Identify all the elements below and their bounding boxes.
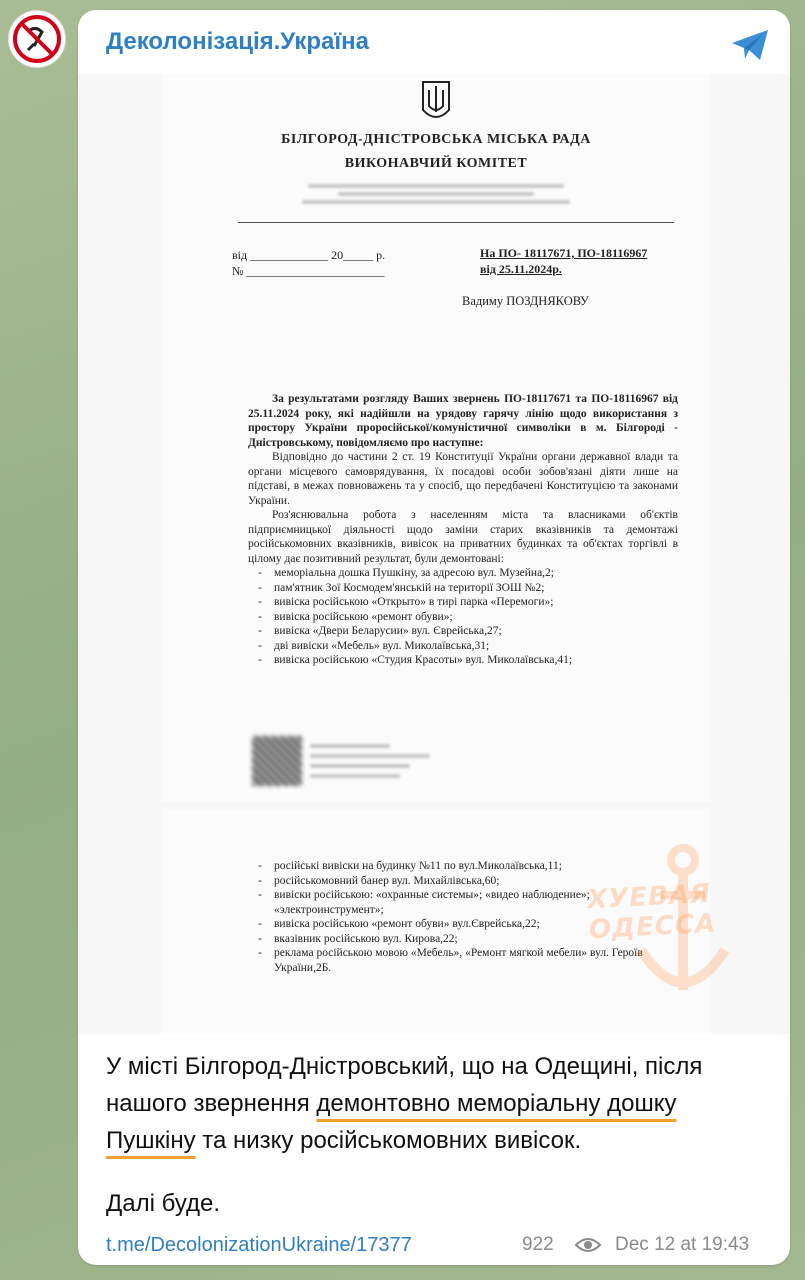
trident-icon: [420, 80, 452, 124]
list-item: - вивіска російською «Открыто» в тирі парка «Перемоги»;: [248, 595, 678, 610]
message-bubble: [78, 10, 790, 1265]
no-communism-icon: [12, 14, 62, 64]
highlighted-text: Пушкіну: [106, 1127, 196, 1154]
list-item: - дві вивіски «Мебель» вул. Миколаївська,31;: [248, 639, 678, 654]
blurred-qr-code: [252, 736, 302, 786]
list-item: - пам'ятник Зої Космодем'янській на території ЗОШ №2;: [248, 581, 678, 596]
list-item: - вивіска «Двери Беларусии» вул. Єврейська,27;: [248, 624, 678, 639]
post-link[interactable]: t.me/DecolonizationUkraine/17377: [106, 1234, 412, 1256]
channel-avatar[interactable]: [8, 10, 66, 68]
blurred-signature: [310, 764, 410, 768]
org-name: БІЛГОРОД-ДНІСТРОВСЬКА МІСЬКА РАДА: [281, 132, 591, 147]
removed-items-list: [248, 566, 678, 668]
reference-line: На ПО- 18117671, ПО-18116967: [480, 246, 648, 260]
document-page: [162, 74, 710, 802]
blurred-signature: [310, 774, 400, 778]
blurred-signature: [310, 744, 390, 748]
message-continuation: Далі буде.: [106, 1190, 221, 1217]
org-subname: ВИКОНАВЧИЙ КОМІТЕТ: [344, 156, 528, 171]
text: та низку російськомовних вивісок.: [195, 1127, 582, 1154]
date-field: від _____________ 20_____ р.: [232, 248, 386, 262]
blurred-address: [308, 184, 564, 188]
document-body: [248, 392, 678, 668]
list-item: - російськомовний банер вул. Михайлівська,60;: [248, 874, 678, 889]
message-text: [106, 1048, 766, 1159]
share-icon[interactable]: [730, 28, 770, 62]
list-item: - вивіска російською «ремонт обуви» вул.Єврейська,22;: [248, 917, 678, 932]
reference-date: від 25.11.2024р.: [480, 262, 562, 276]
list-item: - вивіска російською «Студия Красоты» вул. Миколаївська,41;: [248, 653, 678, 668]
paragraph: За результатами розгляду Ваших звернень ПО-18117671 та ПО-18116967 від 25.11.2024 року, які надійшли на урядову гарячу лінію щодо використання з простору України проросійської/комуністичної символіки в м. Білгороді - Дністровському, повідомляємо про наступне:: [248, 393, 678, 449]
blurred-signature: [310, 754, 430, 758]
highlighted-text: демонтовно меморіальну дошку: [316, 1090, 677, 1117]
list-item: - реклама російською мовою «Мебель», «Ремонт мягкой мебели» вул. Героїв України,2Б.: [248, 946, 678, 975]
timestamp: Dec 12 at 19:43: [615, 1234, 750, 1255]
blurred-address: [338, 192, 534, 196]
paragraph: Роз'яснювальна робота з населенням міста та власниками об'єктів підприємницької діяльності щодо заміни старих вказівників та демонтажі російськомовних вказівників, вивісок на приватних будинках та об'єктах торгівлі в цілому дає позитивний результат, були демонтовані:: [248, 509, 678, 565]
text: У місті Білгород-Дністровський, що на Одещині, після нашого звернення: [106, 1053, 703, 1117]
addressee: Вадиму ПОЗДНЯКОВУ: [462, 294, 589, 308]
view-count: 922: [522, 1234, 554, 1255]
channel-name[interactable]: Деколонізація.Україна: [106, 28, 369, 55]
list-item: - вивіски російською: «охранные системы»; «видео наблюдение»; «электроинструмент»;: [248, 888, 678, 917]
list-item: - вказівник російською вул. Кирова,22;: [248, 932, 678, 947]
eye-icon: [575, 1234, 601, 1256]
list-item: - меморіальна дошка Пушкіну, за адресою вул. Музейна,2;: [248, 566, 678, 581]
watermark-text: ХУЕВАЯ ОДЕССА: [586, 878, 717, 946]
blurred-address: [302, 200, 570, 204]
paragraph: Відповідно до частини 2 ст. 19 Конституції України органи державної влади та органи місцевого самоврядування, їх посадові особи зобов'язані діяти лише на підставі, в межах повноважень та у спосіб, що передбачені Конституцією та законами України.: [248, 451, 678, 507]
list-item: - російські вивіски на будинку №11 по вул.Миколаївська,11;: [248, 859, 678, 874]
number-field: № _______________________: [232, 264, 385, 278]
divider: [238, 222, 674, 223]
list-item: - вивіска російською «ремонт обуви»;: [248, 610, 678, 625]
